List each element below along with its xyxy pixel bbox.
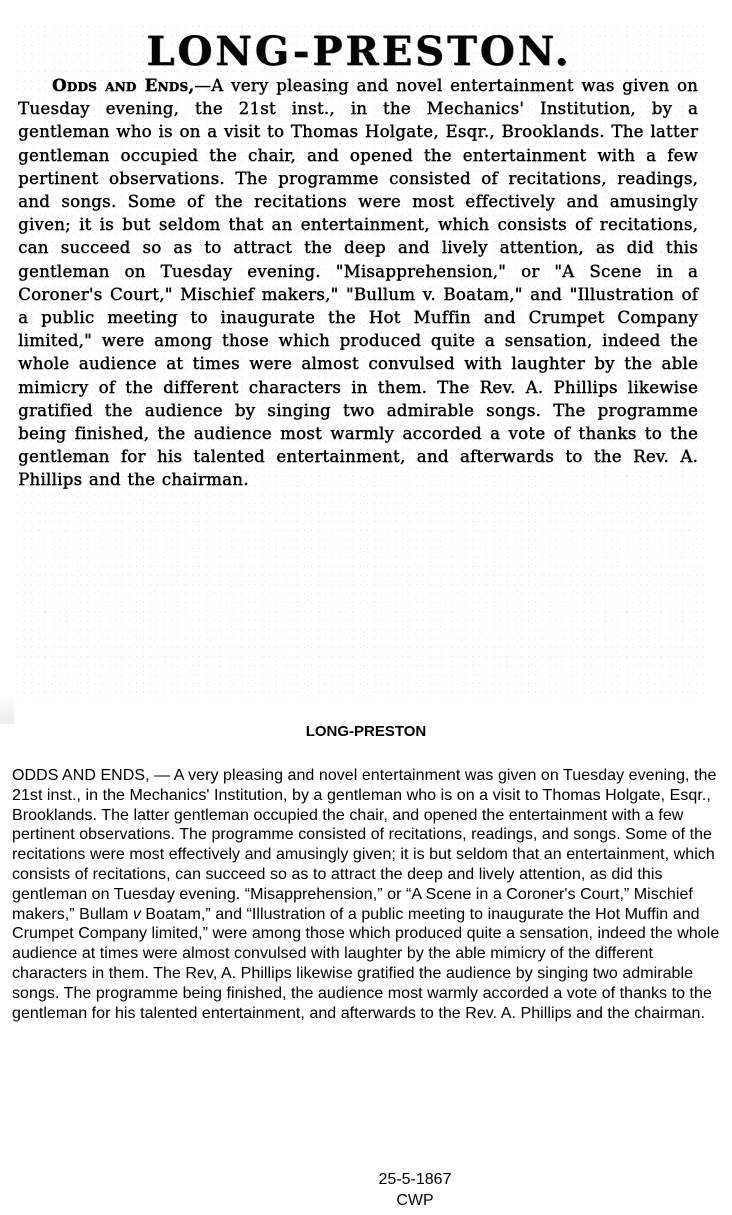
clipping-body-text: —A very pleasing and novel entertainment was given on Tuesday evening, the 21st inst., in the Mechanics' Institution, by a gentleman who is on a visit to Thomas Holgate, Esqr., Brooklands. The latter gentleman occupied the chair, and opened the entertainment with a few pertinent observations. The programme consisted of recitations, readings, and songs. Some of the recitations were most effectively and amusingly given; it is but seldom that an entertainment, which consists of recitations, can succeed so as to attract the deep and lively attention, as did this gentleman on Tuesday evening. "Misapprehension," or "A Scene in a Coroner's Court," Mischief makers," "Bullum v. Boatam," and "Illustration of a public meeting to inaugurate the Hot Muffin and Crumpet Company limited," were among those which produced quite a sensation, indeed the whole audience at times were almost convulsed with laughter by the able mimicry of the different characters in them. The Rev. A. Phillips likewise gratified the audience by singing two admirable songs. The programme being finished, the audience most warmly accorded a vote of thanks to the gentleman for his talented entertainment, and afterwards to the Rev. A. Phillips and the chairman. (18, 76, 698, 490)
transcription-title: LONG-PRESTON (305, 723, 427, 740)
transcription-body-part2: Boatam,” and “Illustration of a public meeting to inaugurate the Hot Muffin and Crumpet Company limited,” were among those which produced quite a sensation, indeed the whole audience at times were almost convulsed with laughter by the able mimicry of the different characters in them. The Rev, A. Phillips likewise gratified the audience by singing two admirable songs. The programme being finished, the audience most warmly accorded a vote of thanks to the gentleman for his talented entertainment, and afterwards to the Rev. A. Phillips and the chairman. (12, 905, 720, 1022)
transcription-body-part1: ODDS AND ENDS, — A very pleasing and novel entertainment was given on Tuesday evening, the 21st inst., in the Mechanics' Institution, by a gentleman who is on a visit to Thomas Holgate, Esqr., Brooklands. The latter gentleman occupied the chair, and opened the entertainment with a few pertinent observations. The programme consisted of recitations, readings, and songs. Some of the recitations were most effectively and amusingly given; it is but seldom that an entertainment, which consists of recitations, can succeed so as to attract the deep and lively attention, as did this gentleman on Tuesday evening. “Misapprehension,” or “A Scene in a Coroner's Court,” Mischief makers,” Bullam (12, 767, 717, 923)
transcription-body (12, 766, 722, 1023)
transcription-date: 25-5-1867 (378, 1171, 452, 1188)
newspaper-clipping-image (14, 22, 704, 700)
clipping-lead-in: Odds and Ends, (52, 75, 195, 95)
transcription-versus: v (132, 905, 141, 923)
scan-edge-shadow (0, 694, 14, 724)
clipping-body (18, 74, 698, 492)
transcriber-initials: CWP (396, 1192, 434, 1209)
clipping-title: LONG-PRESTON. (146, 28, 572, 75)
